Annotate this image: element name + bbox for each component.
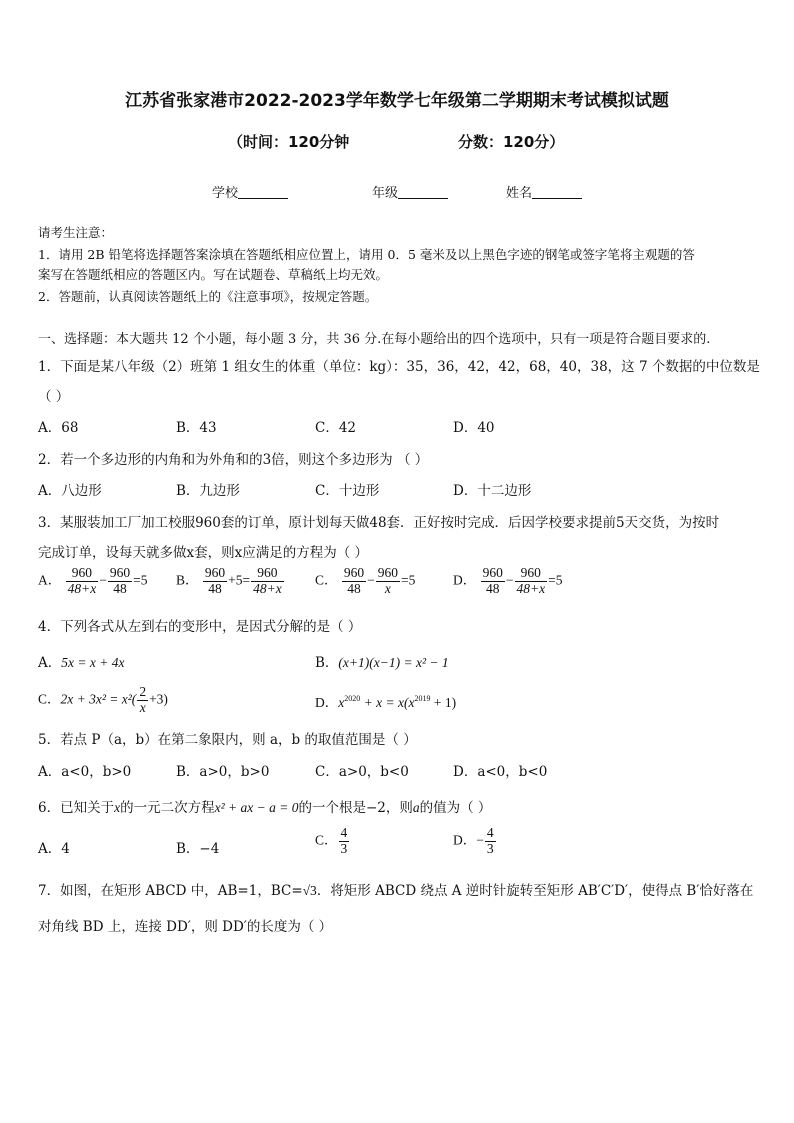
q3-d-label: D． [453,572,477,588]
exam-score: 分数：120分） [458,133,565,151]
q6-option-a[interactable]: A．4 [38,841,70,857]
q6-option-b[interactable]: B．−4 [176,841,220,857]
q3-c-frac-1: $\frac{960}{48}$ [343,565,365,596]
grade-label: 年级 [372,186,399,201]
q3-option-c[interactable]: C． $\frac{960}{48}$ − $\frac{960}{x}$ =5 [315,565,416,596]
q3-b-frac-1: $\frac{960}{48}$ [204,565,226,596]
q4-stem: 4．下列各式从左到右的变形中，是因式分解的是（ ） [38,619,362,635]
q3-d-frac-2: $\frac{960}{48+x}$ [516,565,546,596]
q2-option-b[interactable]: B．九边形 [176,483,240,499]
q1-option-c[interactable]: C．42 [315,420,357,436]
q2-stem: 2．若一个多边形的内角和为外角和的3倍，则这个多边形为 （ ） [38,452,429,468]
q6-option-c[interactable] [315,826,350,857]
q2-option-c[interactable]: C．十边形 [315,483,380,499]
q4-d-label: D． [315,695,339,710]
q3-option-b[interactable]: B． $\frac{960}{48}$ +5= $\frac{960}{48+x}$ [176,565,282,596]
q3-b-label: B． [176,572,199,588]
exam-time: （时间：120分钟 [228,133,350,151]
q1-option-b[interactable]: B．43 [176,420,217,436]
q3-a-frac-1: $\frac{960}{48+x}$ [67,565,97,596]
q1-stem-2: （ ） [38,389,70,405]
q3-a-frac-2: $\frac{960}{48}$ [109,565,131,596]
q5-option-d[interactable]: D．a<0，b<0 [453,764,548,780]
q5-option-a[interactable]: A．a<0，b>0 [38,764,132,780]
exam-title: 江苏省张家港市2022-2023学年数学七年级第二学期期末考试模拟试题 [125,91,669,111]
q3-stem: 3．某服装加工厂加工校服960套的订单，原计划每天做48套．正好按时完成．后因学校要求提前5天交货，为按时 [38,515,720,531]
q3-b-frac-2: $\frac{960}{48+x}$ [253,565,282,596]
q6-stem: 6．已知关于x的一元二次方程x² + ax − a = 0的一个根是−2，则a的值为（ ） [38,800,492,816]
q3-option-a[interactable]: A． $\frac{960}{48+x}$ − $\frac{960}{48}$ =5 [38,565,148,596]
school-blank[interactable] [238,186,288,199]
q5-stem: 5．若点 P（a，b）在第二象限内，则 a，b 的取值范围是（ ） [38,732,417,748]
q4-c-frac: $\frac{2}{x}$ [139,684,147,715]
q4-option-b[interactable] [315,651,449,671]
section-heading: 一、选择题：本大题共 12 个小题，每小题 3 分，共 36 分.在每小题给出的四个选项中，只有一项是符合题目要求的. [38,332,711,347]
grade-blank[interactable] [398,186,448,199]
q4-b-label: B． [315,655,339,671]
school-label: 学校 [212,186,239,201]
q6-d-frac: $\frac{4}{3}$ [486,825,494,856]
notice-line-1: 1．请用 2B 铅笔将选择题答案涂填在答题纸相应位置上，请用 0．5 毫米及以上黑色字迹的钢笔或签字笔将主观题的答 [38,247,695,262]
q2-option-a[interactable]: A．八边形 [38,483,102,499]
q4-c-label: C． [38,691,61,707]
q4-option-d[interactable]: D．$x^{2020} + x = x(x^{2019} + 1)$ [315,694,457,710]
q4-b-expr: (x+1)(x−1) = x² − 1 [338,655,449,670]
q4-a-expr: 5x = x + 4x [61,655,125,670]
q5-option-c[interactable]: C．a>0，b<0 [315,764,409,780]
q2-option-d[interactable]: D．十二边形 [453,483,532,499]
q4-option-a[interactable] [38,651,124,671]
q6-option-d[interactable]: D．− $\frac{4}{3}$ [453,825,494,856]
notice-heading: 请考生注意： [38,225,114,240]
q3-d-frac-1: $\frac{960}{48}$ [482,565,503,596]
q3-c-label: C． [315,572,338,588]
q7-stem-2: 对角线 BD 上，连接 DD′，则 DD′的长度为（ ） [38,919,333,935]
q3-option-d[interactable]: D． $\frac{960}{48}$ − $\frac{960}{48+x}$ =5 [453,565,563,596]
name-label: 姓名 [506,186,533,201]
notice-line-2: 2．答题前，认真阅读答题纸上的《注意事项》，按规定答题。 [38,289,378,304]
name-blank[interactable] [532,186,582,199]
q6-d-label: D． [453,832,477,848]
q1-option-d[interactable]: D．40 [453,420,495,436]
grade-field[interactable] [372,182,448,201]
q4-option-c[interactable]: C．2x + 3x² = x²( $\frac{2}{x}$ +3) [38,684,168,715]
q1-stem: 1．下面是某八年级（2）班第 1 组女生的体重（单位：kg）：35，36，42，42，68，40，38，这 7 个数据的中位数是 [38,359,760,375]
name-field[interactable] [506,182,582,201]
q1-option-a[interactable]: A．68 [38,420,79,436]
q3-stem-2: 完成订单，设每天就多做x套，则x应满足的方程为（ ） [38,545,369,561]
school-field[interactable] [212,182,288,201]
q4-a-label: A． [38,655,62,671]
notice-line-1b: 案写在答题纸相应的答题区内。写在试题卷、草稿纸上均无效。 [38,267,389,282]
q3-a-label: A． [38,572,62,588]
q7-stem: 7．如图，在矩形 ABCD 中，AB=1，BC=√3．将矩形 ABCD 绕点 A 逆时针旋转至矩形 AB′C′D′，使得点 B′恰好落在 [38,883,754,899]
q5-option-b[interactable]: B．a>0，b>0 [176,764,270,780]
q6-c-label: C． [315,832,338,848]
q6-c-frac: $\frac{4}{3}$ [340,825,348,856]
q3-c-frac-2: $\frac{960}{x}$ [377,565,399,596]
